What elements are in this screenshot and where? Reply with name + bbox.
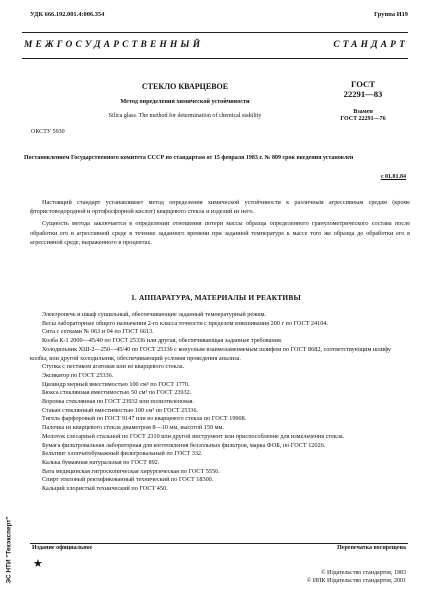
header-rule-top [22, 32, 408, 33]
copyright-block [307, 569, 406, 586]
gost-number: 22291—83 [343, 88, 383, 99]
list-item: Электропечь и шкаф сушильный, обеспечивающие заданный температурный режим. [42, 311, 267, 318]
gost-designation [323, 80, 403, 122]
copyright-line: © Издательство стандартов, 1983 [320, 570, 406, 576]
list-item: Калька бумажная натуральная по ГОСТ 892. [42, 458, 160, 466]
list-item: Тигель фарфоровый по ГОСТ 9147 или из кварцевого стекла по ГОСТ 19908. [42, 415, 247, 423]
standard-subtitle: Метод определения химической устойчивости [120, 98, 250, 105]
english-title: Silica glass. The method for determination of chemical stability [108, 113, 262, 119]
list-item: Кальций хлористый технический по ГОСТ 450. [42, 485, 168, 493]
list-item: Колба К-1 2000—45/40 по ГОСТ 25336 или другая, обеспечивающая заданные требования. [42, 337, 283, 345]
intro-block [30, 198, 410, 247]
copyright-line: © ИПК Издательство стандартов, 2001 [306, 578, 406, 585]
intro-paragraph: Сущность метода заключается в определении отношения потери массы образца определенного гранулометрического состава после обработки его в агрессивной среде в течение заданного времени при заданной температуре к массе того же образца до обработки его в агрессивной среде, выраженного в процентах. [30, 220, 410, 246]
equipment-list [30, 311, 410, 494]
group-code: Группа И19 [374, 11, 408, 18]
list-item: Бельтинг хлопчатобумажный фильтровальный по ГОСТ 332. [42, 450, 203, 458]
list-item: Палочка из кварцевого стекла диаметром 8—10 мм, высотой 150 мм. [42, 424, 224, 432]
intro-paragraph: Настоящий стандарт устанавливает метод определения химической устойчивости к различным агрессивным средам (кроме фтористоводородной и ортофосфорной кислот) кварцевого стекла и изделий из него. [30, 199, 410, 216]
list-item: Цилиндр мерный вместимостью 100 см³ по ГОСТ 1770. [42, 380, 190, 388]
effective-date: с 01.01.84 [380, 174, 406, 180]
gost-label: ГОСТ [351, 79, 375, 89]
udk-code: УДК 666.192.001.4:006.354 [30, 11, 105, 18]
decree-text: Постановлением Государственного комитета СССР по стандартам от 15 февраля 1983 г. № 809 срок введения установлен [24, 155, 354, 161]
list-item: Холодильник ХШ-2—250—45/40 по ГОСТ 25336 с конусным взаимозаменяемым шлифом по ГОСТ 8682, соответствующим шлифу колбы, или другой холодильник, обеспечивающий условия проведения анализа. [30, 345, 392, 362]
list-item: Эксикатор по ГОСТ 25336. [42, 371, 114, 379]
list-item: Весы лабораторные общего назначения 2-го класса точности с пределом взвешивания 200 г по ГОСТ 24104. [42, 319, 328, 327]
reprint-notice: Перепечатка воспрещена [337, 545, 406, 551]
list-item: Сита с сетками № 063 и 04 по ГОСТ 6613. [42, 328, 154, 336]
list-item: Бюкса стеклянная вместимостью 50 см³ по ГОСТ 23932. [42, 389, 192, 397]
standard-title: СТЕКЛО КВАРЦЕВОЕ [141, 82, 229, 91]
list-item: Бумага фильтровальная лабораторная для изготовления беззольных фильтров, марка ФОБ, по ГОСТ 12026. [42, 441, 326, 449]
footer-rule [30, 543, 408, 544]
section-title: 1. АППАРАТУРА, МАТЕРИАЛЫ И РЕАКТИВЫ [131, 293, 301, 302]
header-rule-bottom [22, 58, 408, 59]
replaces-label: Взамен [353, 108, 373, 115]
standard-banner: МЕЖГОСУДАРСТВЕННЫЙ СТАНДАРТ [24, 40, 408, 50]
list-item: Вата медицинская гигроскопическая хирургическая по ГОСТ 5556. [42, 467, 220, 475]
list-item: Спирт этиловый ректификованный технический по ГОСТ 18300. [42, 476, 214, 484]
list-item: Молоток слесарный стальной по ГОСТ 2310 или другой инструмент или приспособление для измельчения стекла. [42, 432, 345, 440]
list-item: Стакан стеклянный вместимостью 100 см³ по ГОСТ 25336. [42, 406, 199, 414]
list-item: Ступка с пестиком агатовая или из кварцевого стекла. [42, 363, 185, 371]
okstu-code: ОКСТУ 5930 [31, 129, 65, 135]
side-stamp-text: ЭС НТИ "Техэксперт" [5, 516, 13, 584]
list-item: Воронка стеклянная по ГОСТ 23932 или полиэтиленовая. [42, 398, 195, 406]
side-stamp [2, 505, 16, 595]
star-icon: ★ [33, 558, 43, 570]
official-edition-label: Издание официальное [32, 545, 93, 551]
replaces-number: ГОСТ 22291—76 [340, 115, 386, 122]
